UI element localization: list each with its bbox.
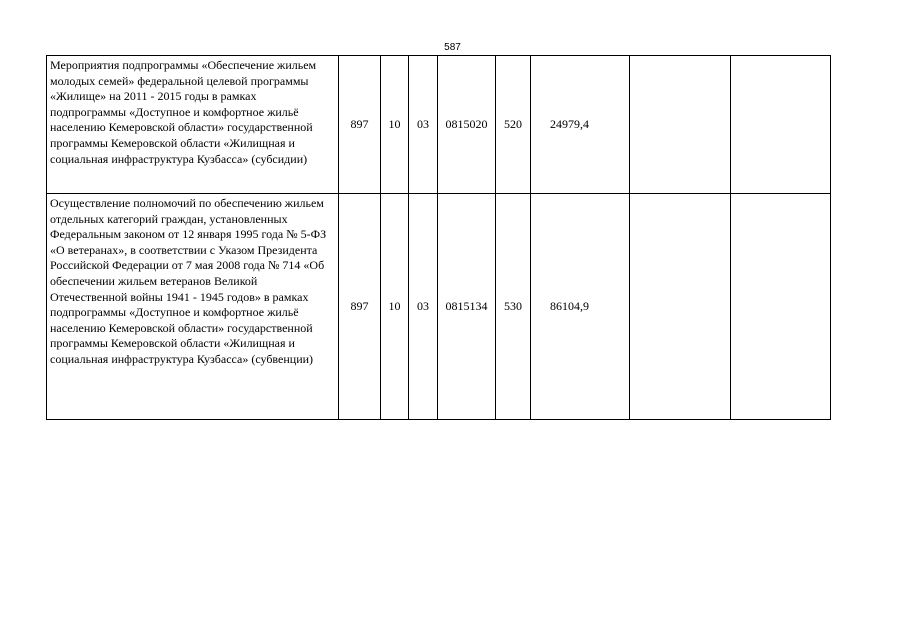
target-article-cell: 0815134 xyxy=(438,194,496,420)
target-article-cell: 0815020 xyxy=(438,56,496,194)
amount-cell: 86104,9 xyxy=(531,194,630,420)
expense-type-cell: 520 xyxy=(496,56,531,194)
table-row xyxy=(47,56,831,194)
amount-cell: 24979,4 xyxy=(531,56,630,194)
page-number: 587 xyxy=(444,42,461,53)
empty-cell xyxy=(630,194,731,420)
empty-cell xyxy=(731,56,831,194)
subsection-code-cell: 03 xyxy=(409,194,438,420)
section-code-cell: 10 xyxy=(381,194,409,420)
empty-cell xyxy=(630,56,731,194)
expense-type-cell: 530 xyxy=(496,194,531,420)
empty-cell xyxy=(731,194,831,420)
ministry-code-cell: 897 xyxy=(339,56,381,194)
budget-table xyxy=(46,55,831,420)
ministry-code-cell: 897 xyxy=(339,194,381,420)
row-name-cell: Осуществление полномочий по обеспечению жильем отдельных категорий граждан, установленных Федеральным законом от 12 января 1995 года № 5-ФЗ «О ветеранах», в соответствии с Указом Президента Российской Федерации от 7 мая 2008 года № 714 «Об обеспечении жильем ветеранов Великой Отечественной войны 1941 - 1945 годов» в рамках подпрограммы «Доступное и комфортное жильё населению Кемеровской области» государственной программы Кемеровской области «Жилищная и социальная инфраструктура Кузбасса» (субвенции) xyxy=(47,194,339,420)
subsection-code-cell: 03 xyxy=(409,56,438,194)
row-name-cell: Мероприятия подпрограммы «Обеспечение жильем молодых семей» федеральной целевой программы «Жилище» на 2011 - 2015 годы в рамках подпрограммы «Доступное и комфортное жильё населению Кемеровской области» государственной программы Кемеровской области «Жилищная и социальная инфраструктура Кузбасса» (субсидии) xyxy=(47,56,339,194)
table-row xyxy=(47,194,831,420)
section-code-cell: 10 xyxy=(381,56,409,194)
